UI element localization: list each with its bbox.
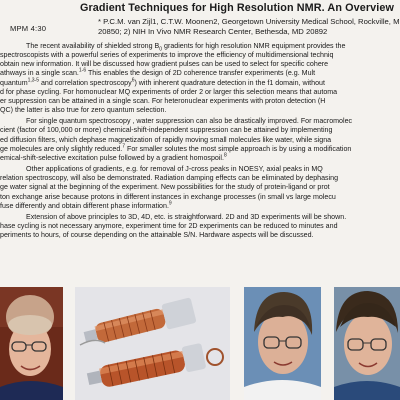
author-photo (0, 287, 63, 400)
text-line: ge molecules are only slightly reduced.$^7$ For smaller solutes the most simple approach is by using a modification (0, 143, 352, 153)
text-line: QC) the latter is also true for zero quantum selection. (0, 106, 167, 115)
author-photo (244, 287, 321, 400)
abstract-title: Gradient Techniques for High Resolution NMR. An Overview (80, 2, 394, 14)
author-photo (334, 287, 400, 400)
session-code: MPM 4:30 (10, 24, 47, 33)
text-line: hase cycling is not necessary anymore, experiment time for 2D experiments can be reduced to minutes and (0, 221, 338, 230)
text-line: ge water signal at the beginning of the experiment. New possibilities for the study of protein-ligand or prot (0, 183, 330, 192)
author-line: * P.C.M. van Zijl1, C.T.W. Moonen2, Georgetown University Medical School, Rockville, M (98, 17, 400, 26)
text-line: emical-shift-selective excitation pulse followed by a gradient homospoil.$^8$ (0, 152, 227, 162)
text-line: d for phase cycling. For homonuclear MQ experiments of order 2 or larger this selection means that automa (0, 87, 338, 96)
text-line: For single quantum spectroscopy , water suppression can also be drastically improved. For macromolec (26, 117, 353, 126)
author-block (80, 17, 400, 37)
text-line: athways in a single scan.$^{1-6}$ This enables the design of 2D coherence transfer experiments (e.g. Mult (0, 68, 316, 78)
text-line: spectroscopists with a powerful series of experiments to improve the efficiency of multidimensional techniq (0, 51, 334, 60)
gradient-coil-photo (75, 287, 230, 400)
text-line: cient (factor of 100,000 or more) chemical-shift-independent suppression can be attained by implementing (0, 126, 333, 135)
text-line: Other applications of gradients, e.g. for removal of J-cross peaks in NOESY, axial peaks in MQ (26, 165, 323, 174)
affiliation-line: 20850; 2) NIH In Vivo NMR Research Center, Bethesda, MD 20892 (98, 27, 328, 36)
text-line: ed diffusion filters, which dephase magnetization of rapidly moving small molecules like water, while signa (0, 135, 332, 144)
text-line: relation spectroscopy, will also be demonstrated. Radiation damping effects can be eliminated by dephasing (0, 174, 339, 183)
text-line: The recent availability of shielded strong $B_0$ gradients for high resolution NMR equipment provides the (26, 42, 346, 53)
text-line: periments to hours, of course depending on the attainable S/N. Hardware aspects will be discussed. (0, 231, 314, 240)
text-line: fuse differently and obtain different phase information.$^9$ (0, 200, 172, 210)
text-line: Extension of above principles to 3D, 4D, etc. is straightforward. 2D and 3D experiments will be shown. (26, 212, 347, 221)
text-line: obtain new information. It will be discussed how gradient pulses can be used to select for specific cohere (0, 60, 329, 69)
text-line: quantum$^{1,3-5}$ and correlation spectroscopy$^6$) with inherent quadrature detection in the f1 domain, without (0, 77, 325, 87)
text-line: er suppression can be attained in a single scan. For heteronuclear experiments with proton detection (H (0, 96, 326, 105)
text-line: ton exchange arise because protons in different instances in exchange processes (in small vs large molecu (0, 192, 336, 201)
abstract-body (0, 42, 400, 240)
